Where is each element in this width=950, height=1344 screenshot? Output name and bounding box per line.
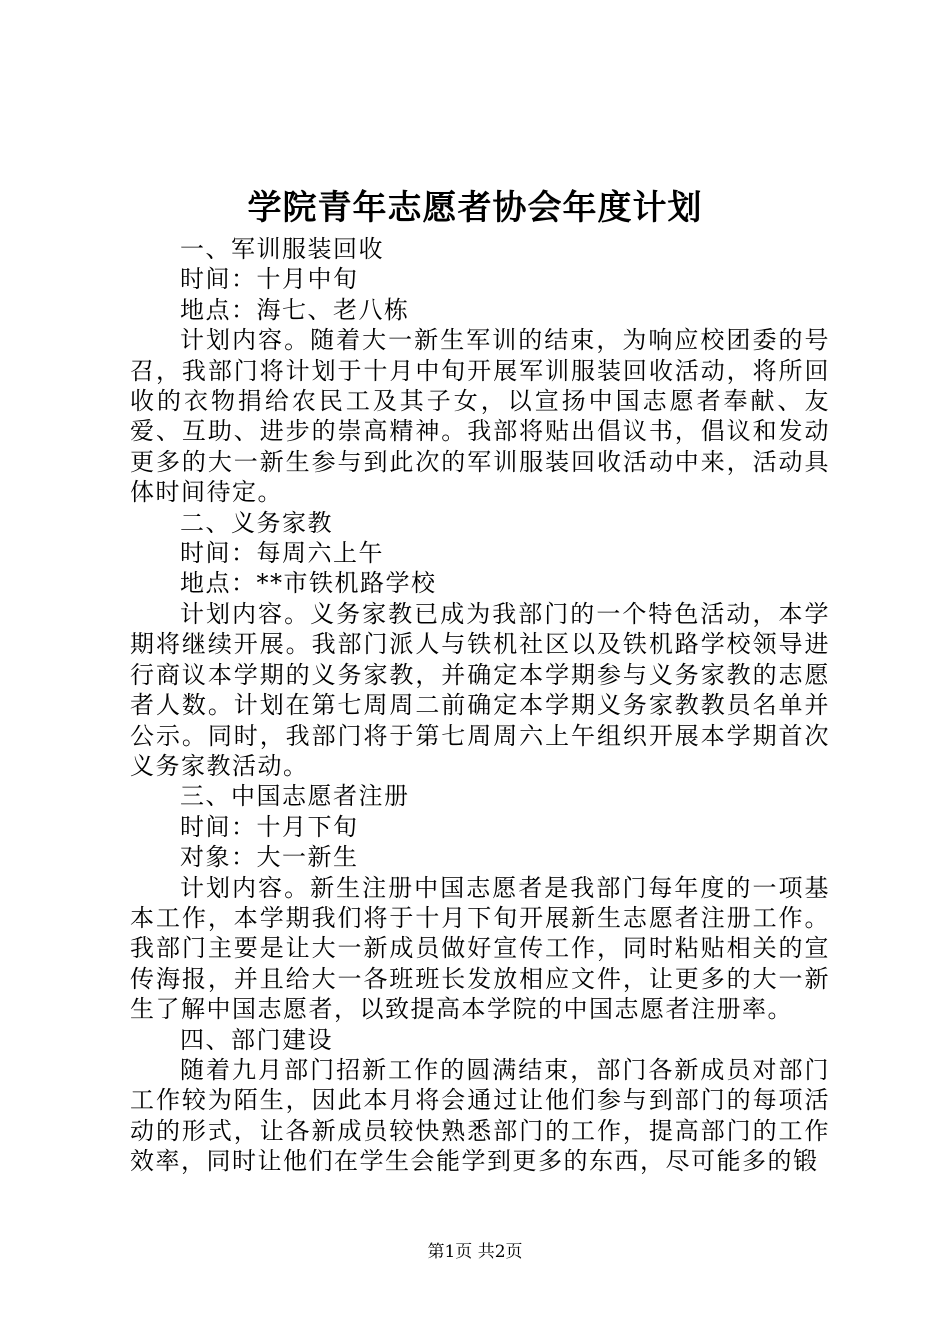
section-heading-2: 二、义务家教 xyxy=(180,508,333,537)
section-2-location: 地点：**市铁机路学校 xyxy=(180,569,437,598)
section-3-time: 时间：十月下旬 xyxy=(180,812,359,841)
page-number-footer: 第1页 共2页 xyxy=(427,1242,523,1262)
section-heading-4: 四、部门建设 xyxy=(180,1025,333,1054)
section-2-time: 时间：每周六上午 xyxy=(180,539,384,568)
section-2-plan-paragraph: 计划内容。义务家教已成为我部门的一个特色活动，本学期将继续开展。我部门派人与铁机社区以及铁机路学校领导进行商议本学期的义务家教，并确定本学期参与义务家教的志愿者人数。计划在第七周周二前确定本学期义务家教教员名单并公示。同时，我部门将于第七周周六上午组织开展本学期首次义务家教活动。 xyxy=(130,599,830,780)
section-heading-3: 三、中国志愿者注册 xyxy=(180,782,410,811)
section-1-plan-paragraph: 计划内容。随着大一新生军训的结束，为响应校团委的号召，我部门将计划于十月中旬开展军训服装回收活动，将所回收的衣物捐给农民工及其子女，以宣扬中国志愿者奉献、友爱、互助、进步的崇高精神。我部将贴出倡议书，倡议和发动更多的大一新生参与到此次的军训服装回收活动中来，活动具体时间待定。 xyxy=(130,326,830,507)
section-3-plan-paragraph: 计划内容。新生注册中国志愿者是我部门每年度的一项基本工作，本学期我们将于十月下旬开展新生志愿者注册工作。我部门主要是让大一新成员做好宣传工作，同时粘贴相关的宣传海报，并且给大一各班班长发放相应文件，让更多的大一新生了解中国志愿者，以致提高本学院的中国志愿者注册率。 xyxy=(130,873,830,1024)
document-title: 学院青年志愿者协会年度计划 xyxy=(247,188,703,228)
section-4-paragraph: 随着九月部门招新工作的圆满结束，部门各新成员对部门工作较为陌生，因此本月将会通过让他们参与到部门的每项活动的形式，让各新成员较快熟悉部门的工作，提高部门的工作效率，同时让他们在学生会能学到更多的东西，尽可能多的锻 xyxy=(130,1055,830,1176)
section-3-target: 对象：大一新生 xyxy=(180,843,359,872)
section-1-location: 地点：海七、老八栋 xyxy=(180,295,410,324)
section-1-time: 时间：十月中旬 xyxy=(180,265,359,294)
document-body xyxy=(130,234,830,1177)
section-heading-1: 一、军训服装回收 xyxy=(180,235,384,263)
